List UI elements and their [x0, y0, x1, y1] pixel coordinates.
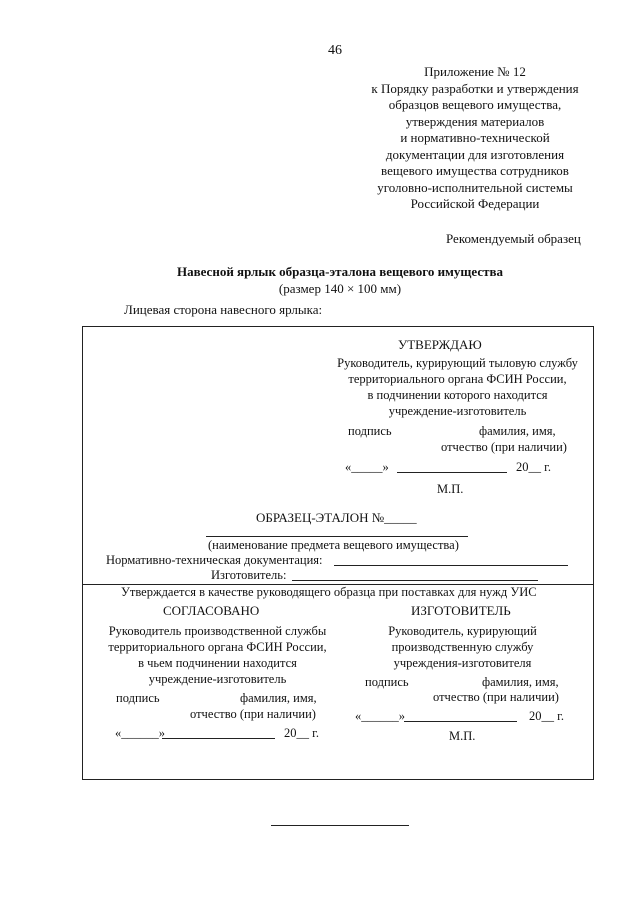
approve-name-label-2: отчество (при наличии) — [441, 440, 567, 454]
agreed-position-line: учреждение-изготовитель — [148, 672, 287, 686]
front-side-caption: Лицевая сторона навесного ярлыка: — [124, 302, 323, 317]
agreed-name-label-2: отчество (при наличии) — [190, 707, 316, 721]
document-title: Навесной ярлык образца-эталона вещевого имущества — [177, 264, 503, 279]
annex-line: образцов вещевого имущества, — [388, 97, 562, 112]
agreed-heading: СОГЛАСОВАНО — [163, 603, 260, 618]
approve-name-label: фамилия, имя, — [479, 424, 556, 438]
maker-position-line: учреждения-изготовителя — [393, 656, 532, 670]
approve-stamp: М.П. — [437, 482, 464, 496]
agreed-date-month-line — [162, 738, 275, 739]
annex-line: Российской Федерации — [410, 196, 540, 211]
agreed-date-year: 20__ г. — [284, 726, 319, 740]
maker-name-label: фамилия, имя, — [482, 675, 559, 689]
approve-position-line: в подчинении которого находится — [367, 388, 548, 402]
maker-position-line: Руководитель, курирующий — [388, 624, 537, 638]
maker-heading: ИЗГОТОВИТЕЛЬ — [411, 603, 511, 618]
item-name-caption: (наименование предмета вещевого имущества) — [208, 538, 459, 552]
agreed-name-label: фамилия, имя, — [240, 691, 317, 705]
agreed-signature-label: подпись — [116, 691, 160, 705]
recommended-sample: Рекомендуемый образец — [446, 231, 581, 246]
annex-line: и нормативно-технической — [400, 130, 550, 145]
agreed-position-line: территориального органа ФСИН России, — [108, 640, 327, 654]
approve-date-month-line — [397, 472, 507, 473]
page-number: 46 — [328, 43, 342, 58]
maker-date-month-line — [404, 721, 517, 722]
approve-position-line: учреждение-изготовитель — [388, 404, 527, 418]
document-size: (размер 140 × 100 мм) — [278, 281, 402, 296]
footer-rule — [271, 825, 409, 826]
agreed-position-line: в чьем подчинении находится — [138, 656, 297, 670]
annex-line: утверждения материалов — [405, 113, 545, 129]
approved-as-statement: Утверждается в качестве руководящего образца при поставках для нужд УИС — [121, 585, 537, 599]
annex-line: документации для изготовления — [385, 146, 565, 162]
annex-line: вещевого имущества сотрудников — [381, 163, 569, 178]
approve-position-line: территориального органа ФСИН России, — [348, 372, 567, 386]
annex-title: Приложение № 12 — [424, 64, 526, 79]
maker-name-label-2: отчество (при наличии) — [433, 690, 559, 704]
item-name-line — [206, 536, 468, 537]
sample-number: ОБРАЗЕЦ-ЭТАЛОН №_____ — [256, 510, 417, 525]
approve-date-day: «_____» — [345, 460, 389, 474]
annex-line: к Порядку разработки и утверждения — [371, 80, 579, 96]
approve-heading: УТВЕРЖДАЮ — [398, 337, 482, 352]
maker-stamp: М.П. — [449, 729, 476, 743]
approve-signature-label: подпись — [348, 424, 392, 438]
annex-line: уголовно-исполнительной системы — [377, 179, 573, 195]
normative-doc-line — [334, 565, 568, 566]
agreed-position-line: Руководитель производственной службы — [108, 624, 327, 638]
maker-date-year: 20__ г. — [529, 709, 564, 723]
annex-block — [350, 64, 600, 213]
manufacturer-line — [292, 580, 538, 581]
approve-date-year: 20__ г. — [516, 460, 551, 474]
manufacturer-label: Изготовитель: — [211, 568, 287, 582]
maker-position-line: производственную службу — [391, 640, 534, 654]
maker-date-day: «______» — [355, 709, 405, 723]
approve-position-line: Руководитель, курирующий тыловую службу — [337, 356, 578, 370]
maker-signature-label: подпись — [365, 675, 409, 689]
normative-doc-label: Нормативно-техническая документация: — [106, 553, 323, 567]
agreed-date-day: «______» — [115, 726, 165, 740]
